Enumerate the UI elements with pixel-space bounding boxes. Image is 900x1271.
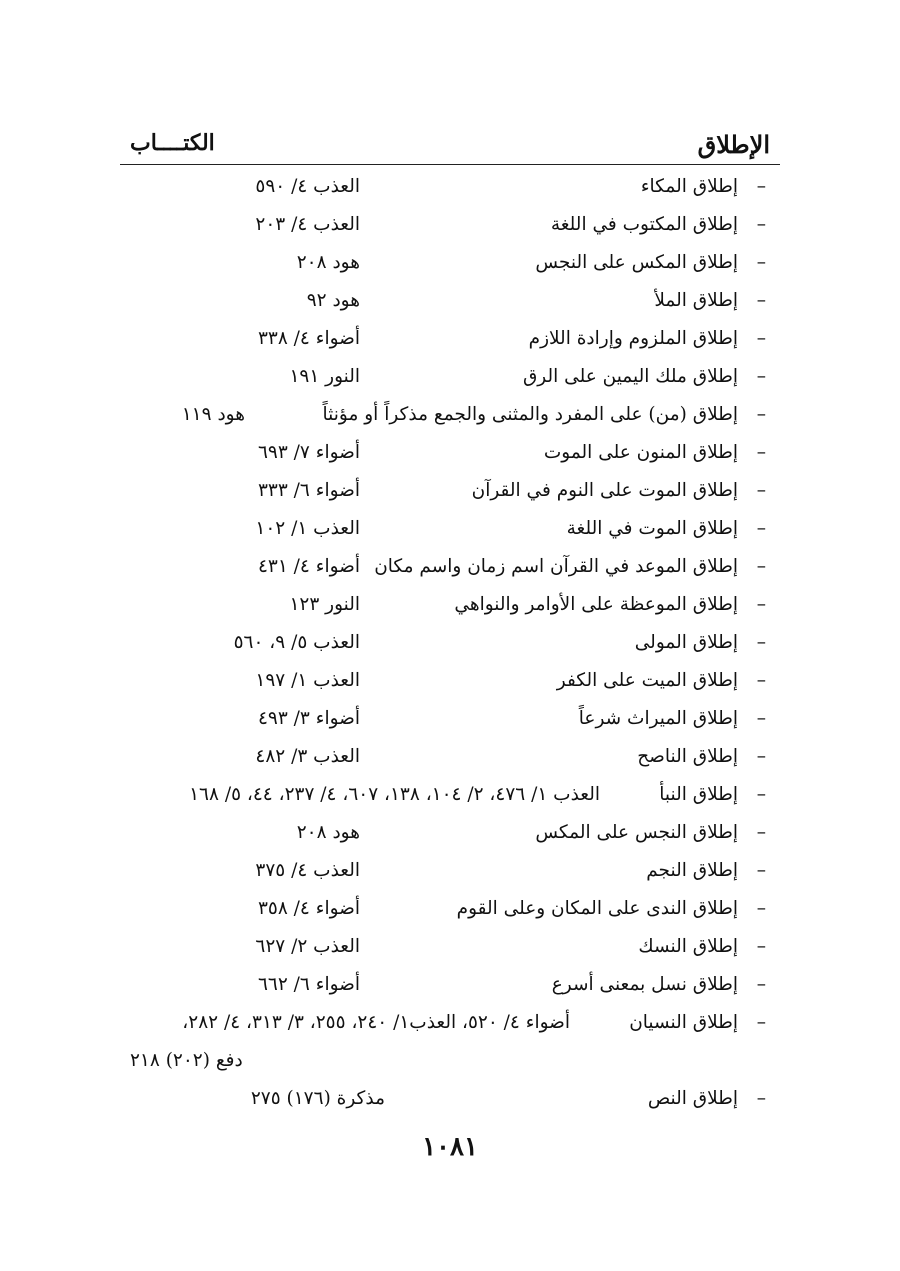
entry-ref-continuation: دفع (٢٠٢) ٢١٨	[130, 1050, 243, 1071]
index-entry	[120, 168, 780, 206]
index-entry	[120, 548, 780, 586]
index-entry	[120, 776, 780, 814]
entry-term: إطلاق النسك	[638, 936, 738, 957]
entry-ref: أضواء ٦/ ٣٣٣	[257, 480, 360, 501]
bullet-dash: –	[756, 518, 766, 539]
bullet-dash: –	[756, 214, 766, 235]
index-entry	[120, 1004, 780, 1080]
entry-term: إطلاق النجم	[646, 860, 738, 881]
entry-term: إطلاق نسل بمعنى أسرع	[551, 974, 738, 995]
bullet-dash: –	[756, 1088, 766, 1109]
index-entry	[120, 966, 780, 1004]
index-entry	[120, 282, 780, 320]
index-entry	[120, 662, 780, 700]
bullet-dash: –	[756, 1012, 766, 1033]
header-source-label: الكتــــاب	[130, 130, 215, 156]
bullet-dash: –	[756, 176, 766, 197]
entry-ref: هود ١١٩	[181, 404, 245, 425]
entry-term: إطلاق المكاء	[640, 176, 738, 197]
entry-ref: النور ١٢٣	[289, 594, 360, 615]
entry-ref: هود ٢٠٨	[296, 822, 360, 843]
entry-term: إطلاق الموعظة على الأوامر والنواهي	[454, 594, 738, 615]
index-entry	[120, 890, 780, 928]
index-entry	[120, 586, 780, 624]
entry-ref: أضواء ٣/ ٤٩٣	[257, 708, 360, 729]
bullet-dash: –	[756, 784, 766, 805]
bullet-dash: –	[756, 746, 766, 767]
entry-term: إطلاق النص	[647, 1088, 738, 1109]
page-number: ١٠٨١	[422, 1132, 478, 1162]
page-header	[120, 128, 780, 165]
bullet-dash: –	[756, 708, 766, 729]
bullet-dash: –	[756, 290, 766, 311]
entry-term: إطلاق المكتوب في اللغة	[550, 214, 738, 235]
entry-ref: العذب ١/ ١٠٢	[255, 518, 360, 539]
index-entry	[120, 320, 780, 358]
bullet-dash: –	[756, 822, 766, 843]
index-entry	[120, 928, 780, 966]
entry-ref: العذب ٤/ ٣٧٥	[255, 860, 360, 881]
entry-ref: العذب ١/ ١٩٧	[255, 670, 360, 691]
index-entry	[120, 434, 780, 472]
entry-ref: العذب ١/ ٤٧٦، ٢/ ١٠٤، ١٣٨، ٦٠٧، ٤/ ٢٣٧، ٤٤، ٥/ ١٦٨	[189, 784, 600, 805]
entry-term: إطلاق الملزوم وإرادة اللازم	[528, 328, 738, 349]
entry-term: إطلاق الملأ	[654, 290, 738, 311]
index-entry	[120, 814, 780, 852]
bullet-dash: –	[756, 594, 766, 615]
entry-term: إطلاق المولى	[634, 632, 738, 653]
entry-term: إطلاق الندى على المكان وعلى القوم	[456, 898, 738, 919]
index-entry	[120, 510, 780, 548]
index-entry	[120, 852, 780, 890]
bullet-dash: –	[756, 480, 766, 501]
index-entry	[120, 358, 780, 396]
bullet-dash: –	[756, 860, 766, 881]
entry-term: إطلاق النجس على المكس	[535, 822, 738, 843]
bullet-dash: –	[756, 328, 766, 349]
entry-ref: أضواء ٦/ ٦٦٢	[257, 974, 360, 995]
entry-ref: العذب ٤/ ٢٠٣	[255, 214, 360, 235]
entry-ref: أضواء ٧/ ٦٩٣	[257, 442, 360, 463]
entry-term: إطلاق النسيان	[629, 1012, 738, 1033]
entry-ref: العذب ٥/ ٩، ٥٦٠	[233, 632, 360, 653]
entry-term: إطلاق الناصح	[637, 746, 738, 767]
entry-term: إطلاق الموعد في القرآن اسم زمان واسم مكان	[374, 556, 738, 577]
index-entry	[120, 396, 780, 434]
bullet-dash: –	[756, 936, 766, 957]
bullet-dash: –	[756, 252, 766, 273]
index-entry	[120, 472, 780, 510]
entry-term: إطلاق الميراث شرعاً	[578, 708, 738, 729]
entry-ref: العذب ٢/ ٦٢٧	[255, 936, 360, 957]
entry-ref: أضواء ٤/ ٣٣٨	[257, 328, 360, 349]
bullet-dash: –	[756, 974, 766, 995]
index-entry	[120, 1080, 780, 1118]
entry-term: إطلاق المنون على الموت	[543, 442, 738, 463]
entry-ref: العذب ٤/ ٥٩٠	[255, 176, 360, 197]
index-entry	[120, 206, 780, 244]
entry-term: إطلاق ملك اليمين على الرق	[522, 366, 738, 387]
bullet-dash: –	[756, 556, 766, 577]
entry-term: إطلاق الميت على الكفر	[556, 670, 738, 691]
entry-ref: أضواء ٤/ ٣٥٨	[257, 898, 360, 919]
index-entry	[120, 244, 780, 282]
entry-term: إطلاق المكس على النجس	[535, 252, 738, 273]
header-title: الإطلاق	[697, 130, 770, 159]
bullet-dash: –	[756, 404, 766, 425]
bullet-dash: –	[756, 670, 766, 691]
entry-ref: أضواء ٤/ ٥٢٠، العذب١/ ٢٤٠، ٢٥٥، ٣/ ٣١٣، ٤/ ٢٨٢،	[182, 1012, 570, 1033]
bullet-dash: –	[756, 442, 766, 463]
entry-ref: أضواء ٤/ ٤٣١	[257, 556, 360, 577]
entry-term: إطلاق الموت على النوم في القرآن	[471, 480, 738, 501]
index-entry	[120, 700, 780, 738]
entry-term: إطلاق الموت في اللغة	[566, 518, 738, 539]
entry-ref: النور ١٩١	[289, 366, 360, 387]
index-entries	[120, 168, 780, 1118]
entry-term: إطلاق (من) على المفرد والمثنى والجمع مذكراً أو مؤنثاً	[322, 404, 738, 425]
entry-ref: هود ٩٢	[306, 290, 360, 311]
entry-term: إطلاق النبأ	[659, 784, 738, 805]
bullet-dash: –	[756, 898, 766, 919]
index-entry	[120, 624, 780, 662]
entry-ref: مذكرة (١٧٦) ٢٧٥	[250, 1088, 385, 1109]
index-entry	[120, 738, 780, 776]
entry-ref: العذب ٣/ ٤٨٢	[255, 746, 360, 767]
bullet-dash: –	[756, 366, 766, 387]
entry-ref: هود ٢٠٨	[296, 252, 360, 273]
bullet-dash: –	[756, 632, 766, 653]
